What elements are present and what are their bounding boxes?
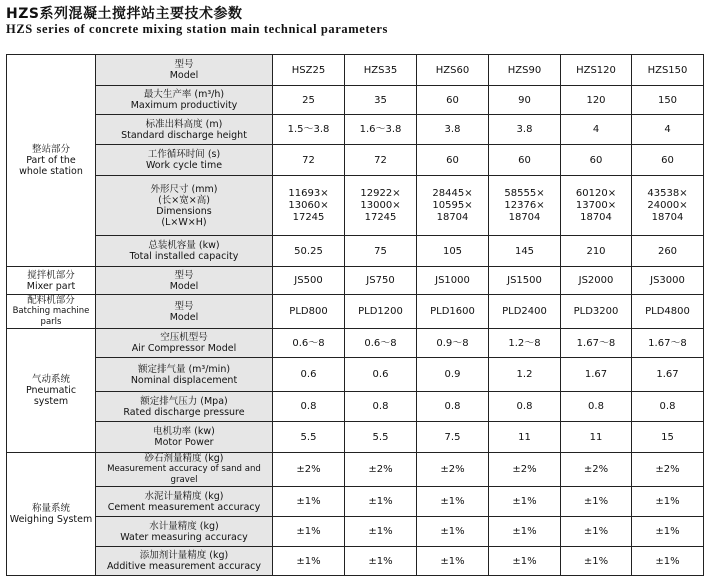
group-pneumatic (7, 329, 96, 453)
label-en: Model (169, 311, 199, 323)
label-en: Rated discharge pressure (123, 406, 245, 418)
table-row (7, 145, 704, 176)
label-en: Water measuring accuracy (120, 531, 248, 543)
row-label-sand-gravel (96, 453, 273, 487)
value-cell: JS1000 (417, 267, 489, 295)
row-label-discharge-height (96, 115, 273, 145)
value-cell: PLD1600 (417, 295, 489, 329)
row-label-compressor-model (96, 329, 273, 358)
dimension-line: 10595× (432, 199, 473, 211)
value-cell: 260 (632, 236, 704, 267)
table-row (7, 358, 704, 392)
group-whole-station (7, 55, 96, 267)
label-cn: 标准出料高度 (m) (145, 118, 223, 130)
group-label-cn: 配料机部分 (27, 295, 75, 306)
value-cell: 1.67 (561, 358, 632, 392)
table-row (7, 487, 704, 517)
value-cell: ±1% (345, 547, 417, 576)
value-cell: 4 (561, 115, 632, 145)
value-cell (345, 176, 417, 236)
group-label-en: Pneumatic system (25, 385, 77, 407)
value-cell: 3.8 (417, 115, 489, 145)
value-cell: ±1% (273, 487, 345, 517)
table-row (7, 453, 704, 487)
value-cell: 0.8 (417, 392, 489, 422)
value-cell: 0.8 (489, 392, 561, 422)
model-header-cell: HZS120 (561, 55, 632, 86)
value-cell: JS750 (345, 267, 417, 295)
dimension-line: 12376× (504, 199, 545, 211)
dimension-line: 17245 (292, 211, 325, 223)
label-cn: 型号 (174, 269, 194, 281)
model-header-cell: HZS90 (489, 55, 561, 86)
value-cell: ±1% (417, 547, 489, 576)
row-label-discharge-pressure (96, 392, 273, 422)
spec-table (6, 54, 704, 576)
dimension-line: 13060× (288, 199, 329, 211)
page-title: HZS系列混凝土搅拌站主要技术参数 (6, 6, 243, 22)
table-row (7, 392, 704, 422)
value-cell (489, 176, 561, 236)
value-cell: 90 (489, 86, 561, 115)
group-label-cn: 称量系统 (31, 503, 70, 514)
table-row (7, 517, 704, 547)
value-cell: 1.67～8 (561, 329, 632, 358)
group-label-en: Batching machine parls (12, 306, 90, 327)
label-cn: 外形尺寸 (mm) (150, 183, 218, 195)
value-cell: ±1% (417, 517, 489, 547)
label-cn: 最大生产率 (m³/h) (143, 89, 225, 100)
value-cell: ±1% (273, 547, 345, 576)
value-cell: JS1500 (489, 267, 561, 295)
label-cn: 型号 (174, 59, 194, 70)
value-cell: 75 (345, 236, 417, 267)
value-cell: 1.2～8 (489, 329, 561, 358)
row-label-capacity (96, 236, 273, 267)
dimension-line: 43538× (647, 187, 688, 199)
dimension-line: 60120× (575, 187, 617, 199)
group-label-cn: 气动系统 (31, 374, 70, 385)
label-en: Model (169, 70, 199, 81)
table-row (7, 295, 704, 329)
value-cell: 60 (417, 86, 489, 115)
label-en: Dimensions (156, 205, 212, 217)
value-cell: ±2% (345, 453, 417, 487)
value-cell: 0.8 (273, 392, 345, 422)
value-cell: ±1% (489, 547, 561, 576)
label-en: Nominal displacement (130, 374, 238, 386)
table-row (7, 547, 704, 576)
value-cell: 60 (561, 145, 632, 176)
value-cell: 0.9 (417, 358, 489, 392)
dimension-line: 24000× (647, 199, 688, 211)
value-cell: 120 (561, 86, 632, 115)
value-cell: JS3000 (632, 267, 704, 295)
page-subtitle: HZS series of concrete mixing station main technical parameters (6, 22, 388, 36)
value-cell: ±1% (417, 487, 489, 517)
value-cell: 0.8 (632, 392, 704, 422)
value-cell: ±1% (632, 487, 704, 517)
value-cell: 5.5 (345, 422, 417, 453)
value-cell: 1.5～3.8 (273, 115, 345, 145)
value-cell: 5.5 (273, 422, 345, 453)
value-cell: ±2% (273, 453, 345, 487)
dimension-line: 28445× (432, 187, 473, 199)
group-batching (7, 295, 96, 329)
label-cn: (长×宽×高) (158, 194, 210, 206)
row-label-productivity (96, 86, 273, 115)
value-cell: 35 (345, 86, 417, 115)
label-en: Additive measurement accuracy (106, 561, 262, 572)
model-header-cell: HZS60 (417, 55, 489, 86)
model-header-cell: HZS150 (632, 55, 704, 86)
dimension-line: 13000× (360, 199, 401, 211)
value-cell: 1.2 (489, 358, 561, 392)
value-cell: 0.6～8 (273, 329, 345, 358)
value-cell: 0.9～8 (417, 329, 489, 358)
value-cell: 0.6 (273, 358, 345, 392)
table-row (7, 236, 704, 267)
value-cell: ±2% (417, 453, 489, 487)
row-label-mixer-model (96, 267, 273, 295)
value-cell: 0.6 (345, 358, 417, 392)
label-cn: 电机功率 (kw) (153, 426, 215, 437)
model-header-cell: HZS35 (345, 55, 417, 86)
row-label-batching-model (96, 295, 273, 329)
label-cn: 水计量精度 (kg) (149, 520, 219, 532)
value-cell: 0.8 (561, 392, 632, 422)
value-cell: ±1% (489, 487, 561, 517)
row-label-cement (96, 487, 273, 517)
value-cell: PLD800 (273, 295, 345, 329)
value-cell: ±1% (561, 487, 632, 517)
label-en: Standard discharge height (121, 129, 247, 141)
group-label-en: Part of the (26, 155, 76, 166)
value-cell: PLD4800 (632, 295, 704, 329)
label-en: Cement measurement accuracy (107, 501, 261, 513)
label-en: Total installed capacity (129, 251, 239, 262)
value-cell: ±2% (561, 453, 632, 487)
dimension-line: 58555× (504, 187, 545, 199)
row-label-water (96, 517, 273, 547)
value-cell (632, 176, 704, 236)
label-en: (L×W×H) (161, 216, 207, 228)
group-label-cn: 整站部分 (31, 144, 70, 155)
group-label-en: Mixer part (26, 280, 76, 292)
value-cell (561, 176, 632, 236)
label-en: Model (169, 280, 199, 292)
value-cell: ±1% (561, 517, 632, 547)
label-cn: 型号 (174, 300, 194, 312)
value-cell: JS2000 (561, 267, 632, 295)
value-cell: ±2% (489, 453, 561, 487)
row-label-model (96, 55, 273, 86)
group-label-cn: 搅拌机部分 (27, 269, 75, 281)
value-cell: ±1% (489, 517, 561, 547)
row-label-dimensions (96, 176, 273, 236)
value-cell: 50.25 (273, 236, 345, 267)
label-cn: 额定排气量 (m³/min) (137, 363, 231, 375)
value-cell: PLD1200 (345, 295, 417, 329)
value-cell: 3.8 (489, 115, 561, 145)
dimension-line: 17245 (364, 211, 397, 223)
value-cell: PLD3200 (561, 295, 632, 329)
label-en: Work cycle time (145, 160, 223, 171)
dimension-line: 13700× (575, 199, 617, 211)
value-cell: 72 (345, 145, 417, 176)
row-label-cycle-time (96, 145, 273, 176)
value-cell: ±1% (561, 547, 632, 576)
row-label-nominal-displacement (96, 358, 273, 392)
value-cell: 1.67～8 (632, 329, 704, 358)
label-cn: 工作循环时间 (s) (147, 149, 221, 160)
table-row (7, 422, 704, 453)
table-row (7, 267, 704, 295)
value-cell: 1.6～3.8 (345, 115, 417, 145)
label-en: Motor Power (154, 437, 214, 448)
label-cn: 添加剂计量精度 (kg) (139, 550, 229, 561)
value-cell: ±2% (632, 453, 704, 487)
value-cell: 4 (632, 115, 704, 145)
group-label-en: whole station (19, 166, 83, 177)
value-cell: 145 (489, 236, 561, 267)
label-cn: 额定排气压力 (Mpa) (140, 395, 228, 407)
label-cn: 空压机型号 (160, 332, 208, 343)
value-cell: 0.8 (345, 392, 417, 422)
label-cn: 砂石剂量精度 (kg) (144, 453, 224, 464)
value-cell: ±1% (345, 517, 417, 547)
model-header-cell: HSZ25 (273, 55, 345, 86)
dimension-line: 12922× (360, 187, 401, 199)
value-cell: 60 (417, 145, 489, 176)
value-cell: PLD2400 (489, 295, 561, 329)
value-cell: 210 (561, 236, 632, 267)
table-row (7, 176, 704, 236)
value-cell: JS500 (273, 267, 345, 295)
group-weighing (7, 453, 96, 576)
value-cell: 60 (632, 145, 704, 176)
label-en: Measurement accuracy of sand and gravel (107, 464, 261, 485)
row-label-motor-power (96, 422, 273, 453)
value-cell: 60 (489, 145, 561, 176)
dimension-line: 18704 (436, 211, 469, 223)
group-mixer (7, 267, 96, 295)
label-cn: 水泥计量精度 (kg) (144, 490, 224, 502)
group-label-en: Weighing System (9, 514, 93, 525)
label-en: Air Compressor Model (131, 343, 237, 354)
table-row (7, 55, 704, 86)
value-cell: 105 (417, 236, 489, 267)
dimension-line: 18704 (580, 211, 612, 223)
table-row (7, 115, 704, 145)
table-row (7, 86, 704, 115)
value-cell: 0.6～8 (345, 329, 417, 358)
value-cell: 11 (561, 422, 632, 453)
value-cell: ±1% (632, 517, 704, 547)
dimension-line: 18704 (651, 211, 684, 223)
value-cell: 25 (273, 86, 345, 115)
value-cell: ±1% (632, 547, 704, 576)
label-cn: 总装机容量 (kw) (148, 240, 220, 251)
value-cell: 11 (489, 422, 561, 453)
value-cell: 72 (273, 145, 345, 176)
label-en: Maximum productivity (130, 100, 238, 111)
value-cell: 15 (632, 422, 704, 453)
dimension-line: 11693× (288, 187, 329, 199)
value-cell: 150 (632, 86, 704, 115)
value-cell: ±1% (273, 517, 345, 547)
value-cell: 1.67 (632, 358, 704, 392)
value-cell: 7.5 (417, 422, 489, 453)
value-cell: ±1% (345, 487, 417, 517)
table-row (7, 329, 704, 358)
value-cell (417, 176, 489, 236)
dimension-line: 18704 (508, 211, 541, 223)
row-label-additive (96, 547, 273, 576)
value-cell (273, 176, 345, 236)
